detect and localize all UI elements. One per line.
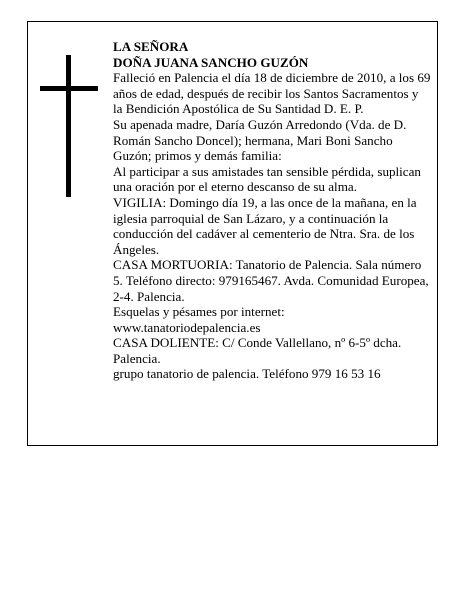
cross-icon bbox=[40, 55, 98, 197]
cross-vertical-bar bbox=[66, 55, 71, 197]
cross-horizontal-bar bbox=[40, 86, 98, 91]
prayer-request: Al participar a sus amistades tan sensible pérdida, suplican una oración por el eterno descanso de su alma. bbox=[113, 163, 421, 195]
death-announcement: Falleció en Palencia el día 18 de diciembre de 2010, a los 69 años de edad, después de recibir los Santos Sacramentos y la Bendición Apostólica de Su Santidad D. E. P. bbox=[113, 70, 431, 117]
family-members: Su apenada madre, Daría Guzón Arredondo (Vda. de D. Román Sancho Doncel); hermana, Mari Boni Sancho Guzón; primos y demás familia: bbox=[113, 116, 407, 164]
deceased-name: DOÑA JUANA SANCHO GUZÓN bbox=[113, 54, 309, 70]
vigil-details: VIGILIA: Domingo día 19, a las once de la mañana, en la iglesia parroquial de San Lázaro, y a continuación la conducción del cadáver al cementerio de Ntra. Sra. de los Ángeles. bbox=[113, 194, 417, 257]
online-condolences: Esquelas y pésames por internet: www.tanatoriodepalencia.es bbox=[113, 304, 285, 335]
funeral-group-phone: grupo tanatorio de palencia. Teléfono 979 16 53 16 bbox=[113, 366, 381, 382]
obituary-notice bbox=[27, 21, 438, 446]
notice-text bbox=[113, 39, 431, 382]
notice-title: LA SEÑORA bbox=[113, 39, 189, 54]
funeral-home-details: CASA MORTUORIA: Tanatorio de Palencia. Sala número 5. Teléfono directo: 979165467. Avda. Comunidad Europea, 2-4. Palencia. bbox=[113, 257, 429, 304]
mourning-house: CASA DOLIENTE: C/ Conde Vallellano, nº 6-5º dcha. Palencia. bbox=[113, 335, 402, 366]
